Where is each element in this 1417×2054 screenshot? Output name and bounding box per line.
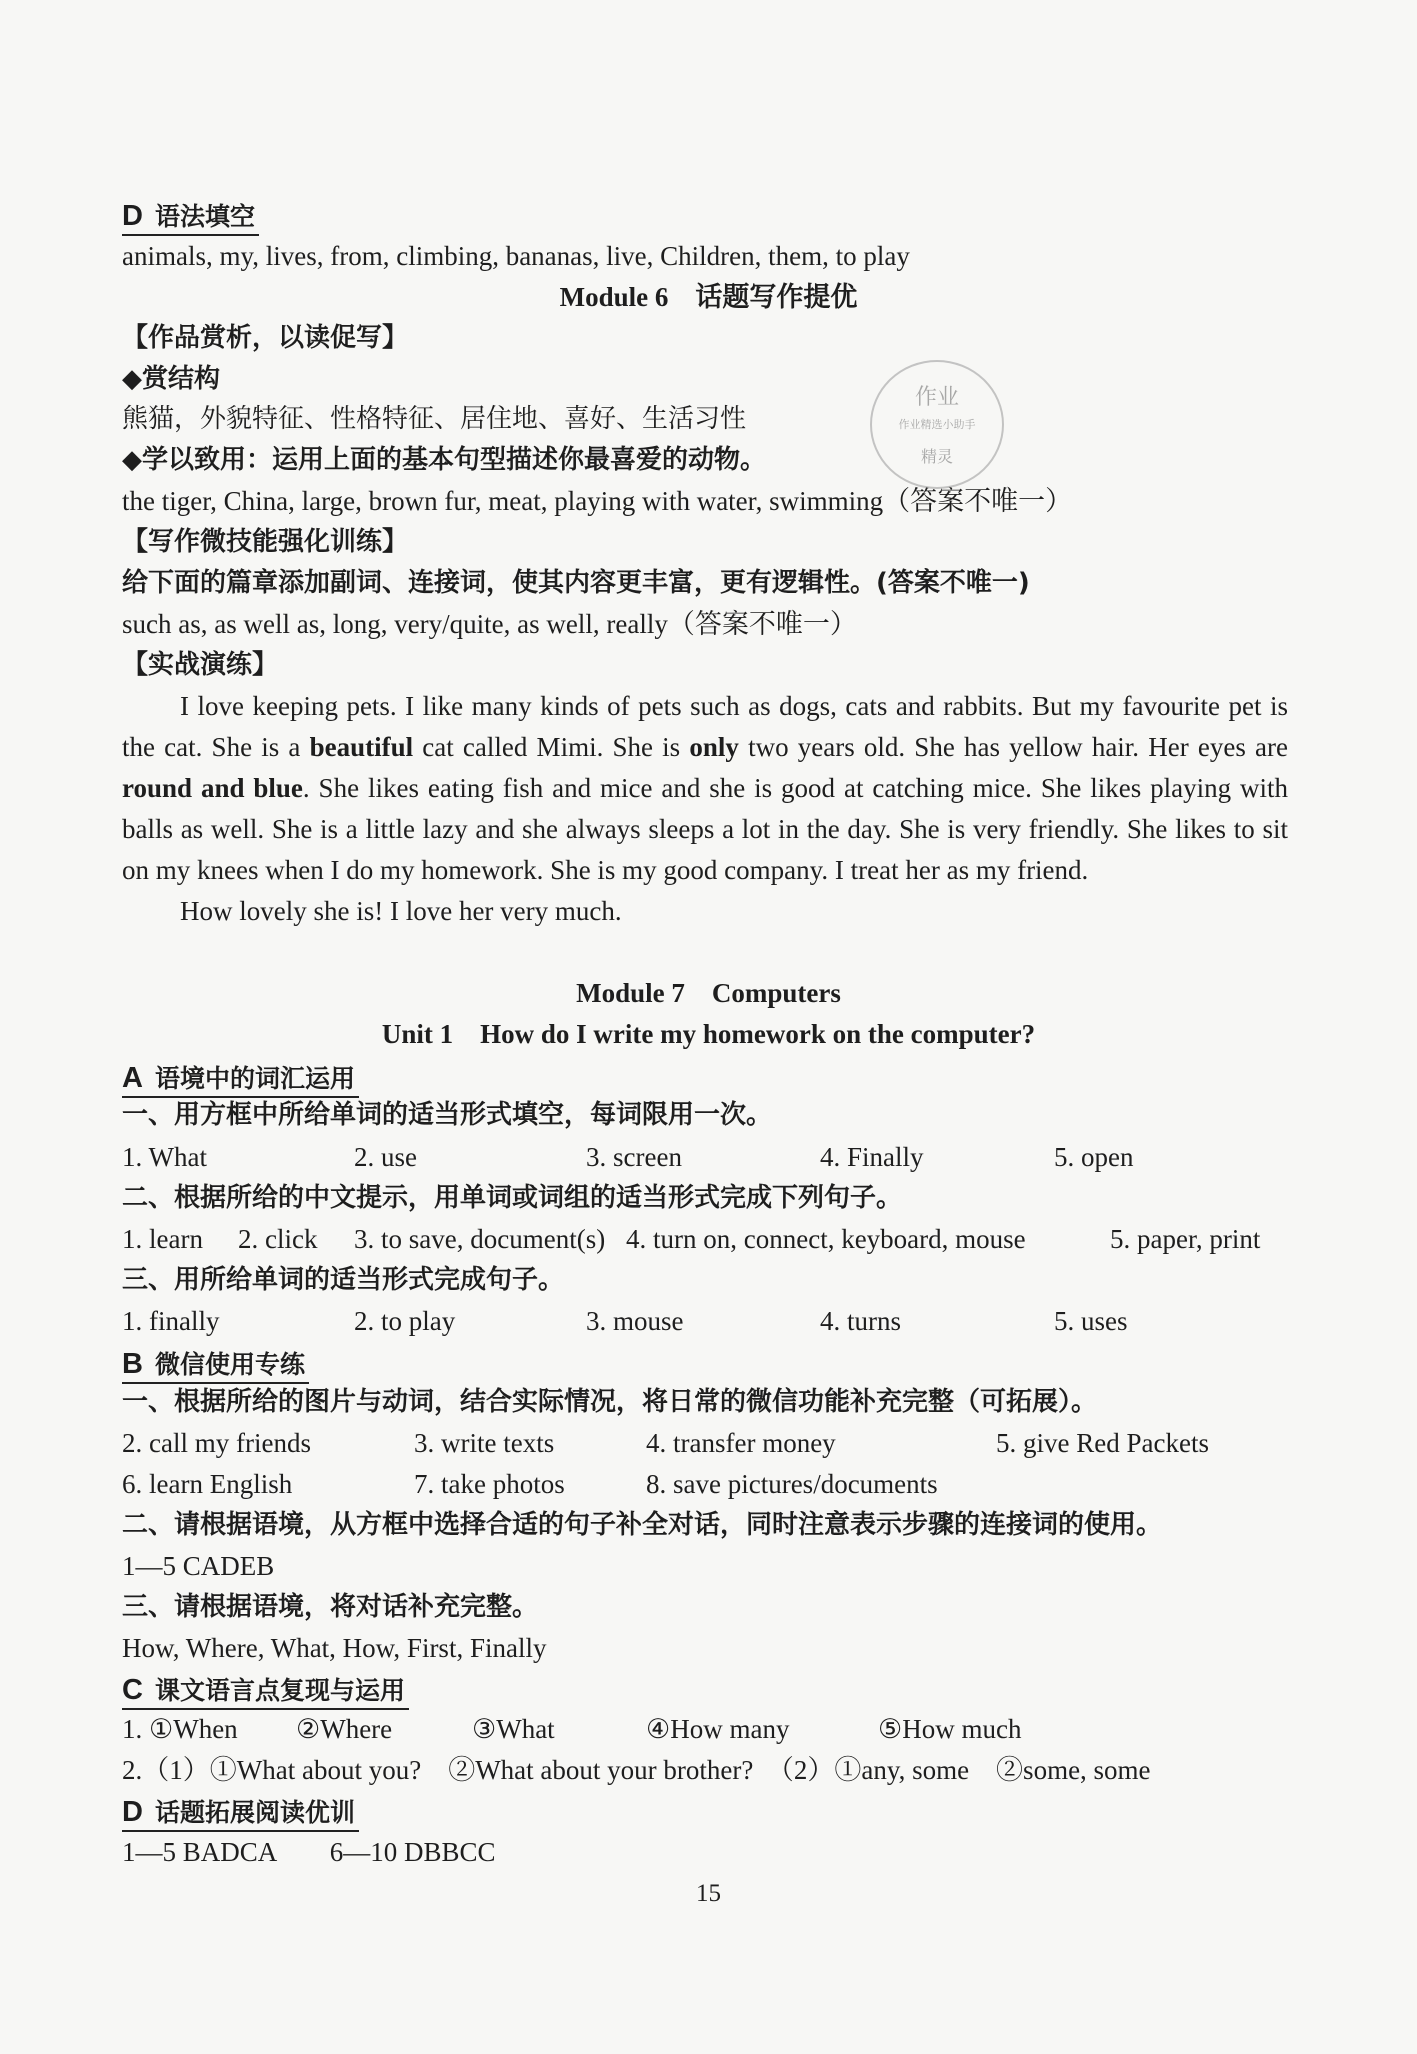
section-b-header: B 微信使用专练 [122, 1344, 1292, 1384]
apply-label: ◆学以致用：运用上面的基本句型描述你最喜爱的动物。 [122, 445, 766, 475]
b2-answers: 1—5 CADEB [122, 1551, 275, 1581]
a1-question: 一、用方框中所给单词的适当形式填空，每词限用一次。 [122, 1100, 773, 1130]
unit-title: Unit 1 How do I write my homework on the computer? [381, 1019, 1036, 1049]
section-d-answers: animals, my, lives, from, climbing, bananas, live, Children, them, to play [122, 241, 910, 271]
d1-answers: 1—5 BADCA 6—10 DBBCC [122, 1837, 496, 1867]
structure-label: ◆赏结构 [122, 364, 220, 394]
apply-answer: the tiger, China, large, brown fur, meat, playing with water, swimming（答案不唯一） [122, 486, 1073, 516]
section-a-header: A 语境中的词汇运用 [122, 1058, 1292, 1098]
model-essay [122, 686, 1288, 932]
skills-heading: 【写作微技能强化训练】 [122, 527, 409, 557]
a2-question: 二、根据所给的中文提示，用单词或词组的适当形式完成下列句子。 [122, 1183, 903, 1213]
c2-answers: 2.（1）①What about you? ②What about your brother? （2）①any, some ②some, some [122, 1755, 1151, 1785]
module6-title: Module 6 话题写作提优 [559, 282, 858, 312]
skills-question: 给下面的篇章添加副词、连接词，使其内容更丰富，更有逻辑性。(答案不唯一) [122, 568, 1030, 598]
practice-heading: 【实战演练】 [122, 650, 279, 680]
section-c-header: C 课文语言点复现与运用 [122, 1670, 1292, 1710]
b2-question: 二、请根据语境，从方框中选择合适的句子补全对话，同时注意表示步骤的连接词的使用。 [122, 1510, 1163, 1540]
watermark-stamp: 作业 作业精选小助手 精灵 [870, 360, 1004, 489]
a3-question: 三、用所给单词的适当形式完成句子。 [122, 1265, 565, 1295]
b3-question: 三、请根据语境，将对话补充完整。 [122, 1592, 539, 1622]
section-d-header: D 语法填空 [122, 196, 1292, 236]
b1-question: 一、根据所给的图片与动词，结合实际情况，将日常的微信功能补充完整（可拓展）。 [122, 1387, 1098, 1417]
module7-title: Module 7 Computers [576, 978, 841, 1008]
skills-answer: such as, as well as, long, very/quite, as well, really（答案不唯一） [122, 609, 857, 639]
essay-paragraph-1: I love keeping pets. I like many kinds of pets such as dogs, cats and rabbits. But my favourite pet is the cat. She is a beautiful cat called Mimi. She is only two years old. She has yellow hair. Her eyes are round and blue. She likes eating fish and mice and she is good at catching mice. She likes playing with balls as well. She is a little lazy and she always sleeps a lot in the day. She is very friendly. She likes to sit on my knees when I do my homework. She is my good company. I treat her as my friend. [122, 691, 1288, 885]
appreciation-heading: 【作品赏析，以读促写】 [122, 323, 409, 353]
structure-text: 熊猫，外貌特征、性格特征、居住地、喜好、生活习性 [122, 404, 747, 434]
b3-answers: How, Where, What, How, First, Finally [122, 1633, 547, 1663]
section-d-reading-header: D 话题拓展阅读优训 [122, 1792, 1292, 1832]
essay-paragraph-2: How lovely she is! I love her very much. [180, 896, 622, 926]
page-number: 15 [696, 1880, 721, 1907]
answer-page: D 语法填空 animals, my, lives, from, climbing, bananas, live, Children, them, to play Module 6 话题写作提优 【作品赏析，以读促写】 ◆赏结构 熊猫，外貌特征、性格特征、居住地、喜好、生活习性 ◆学以致用：运用上面的基本句型描述你最喜爱的动物。 the tiger, China, large, brown fur, meat, playing with water, swimming（答案不唯一） 【写作微技能强化训练】 给下面的篇章添加副词、连接词，使其内容更丰富，更有逻辑性。(答案不唯一) such as, as well as, long, very/quite, as well, really（答案不唯一） 【实战演练】 I love keeping pets. I like many kinds of pets such as dogs, cats and rabbits. But my favourite pet is the cat. She is a beautiful cat called Mimi. She is only two years old. She has yellow hair. Her eyes are round and blue. She likes eating fish and mice and she is good at catching mice. She likes playing with balls as well. She is a little lazy and she always sleeps a lot in the day. She is very friendly. She likes to sit on my knees when I do my homework. She is my good company. I treat her as my friend. How lovely she is! I love her very much. Module 7 Computers Unit 1 How do I write my homework on the computer? A 语境中的词汇运用 一、用方框中所给单词的适当形式填空，每词限用一次。 1. What 2. use 3. screen 4. Finally 5. open 二、根据所给的中文提示，用单词或词组的适当形式完成下列句子。 1. learn 2. click 3. to save, document(s) 4. turn on, connect, keyboard, mouse 5. paper, print 三、用所给单词的适当形式完成句子。 1. finally 2. to play 3. mouse 4. turns 5. uses B 微信使用专练 一、根据所给的图片与动词，结合实际情况，将日常的微信功能补充完整（可拓展）。 2. call my friends 3. write texts 4. transfer money 5. give Red Packets 6. learn English 7. take photos 8. save pictures/documents 二、请根据语境，从方框中选择合适的句子补全对话，同时注意表示步骤的连接词的使用。 1—5 CADEB 三、请根据语境，将对话补充完整。 How, Where, What, How, First, Finally C 课文语言点复现与运用 1. ①When ②Where ③What ④How many ⑤How much 2.（1）①What about you? ②What about your brother? （2）①any, some ②some, some D 话题拓展阅读优训 1—5 BADCA 6—10 DBBCC 15 作业 作业精选小助手 精灵 [0, 0, 1417, 2054]
